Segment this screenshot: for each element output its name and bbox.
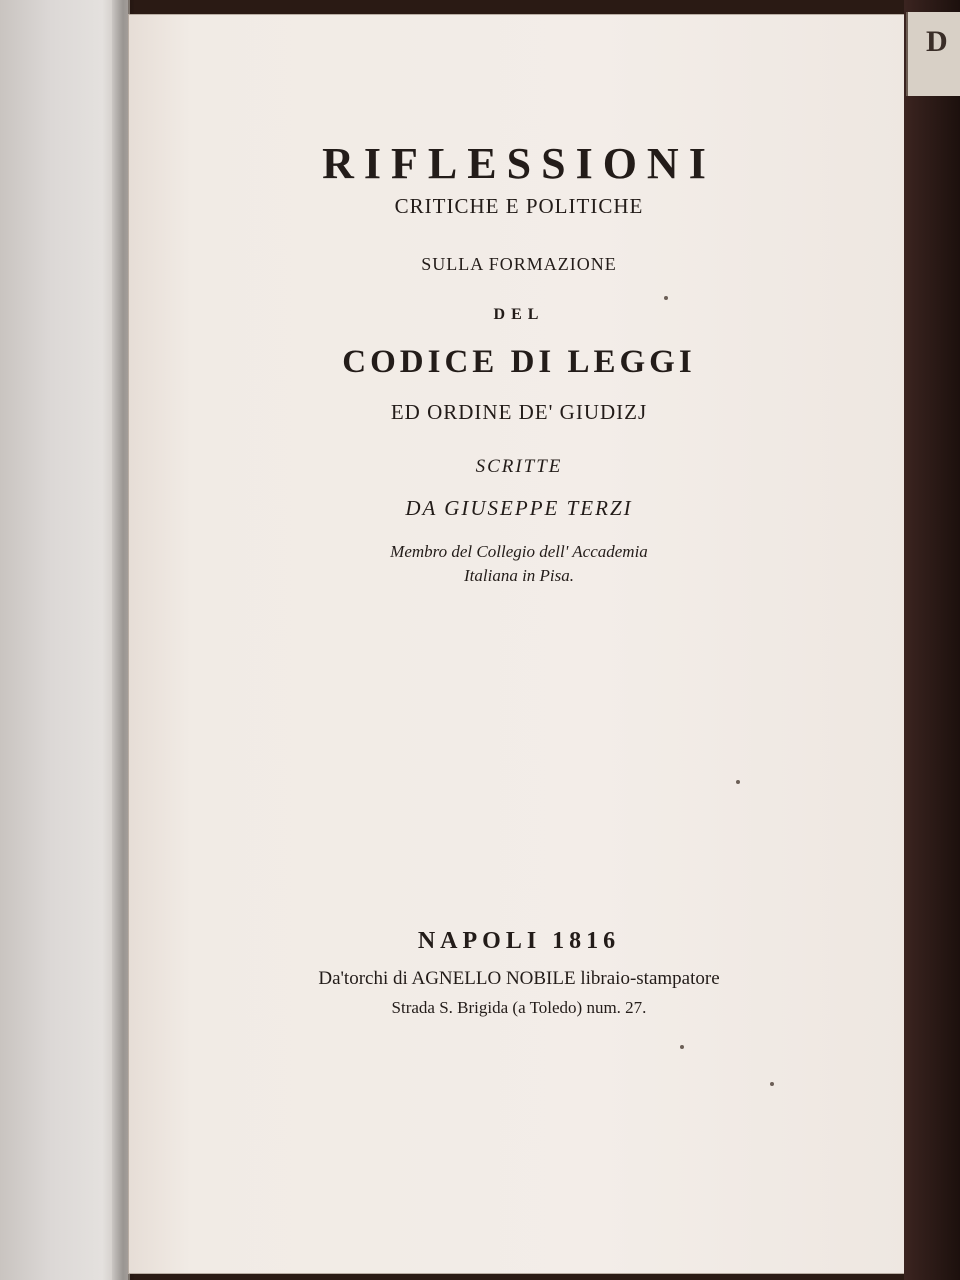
neighbor-book-spine: [904, 0, 960, 1280]
paper-speck: [680, 1045, 684, 1049]
conjunction-line: DEL: [493, 306, 545, 323]
author-affiliation: [128, 540, 910, 588]
paper-speck: [770, 1082, 774, 1086]
paper-speck: [664, 296, 668, 300]
book-subtitle: CRITICHE E POLITICHE: [394, 194, 644, 218]
affiliation-line-2: Italiana in Pisa.: [463, 566, 575, 585]
imprint-printer: Da'torchi di AGNELLO NOBILE libraio-stampatore: [318, 968, 720, 989]
code-line: CODICE DI LEGGI: [342, 344, 696, 380]
imprint-place-date: NAPOLI 1816: [417, 928, 621, 954]
written-line: SCRITTE: [475, 456, 563, 477]
imprint-address: Strada S. Brigida (a Toledo) num. 27.: [391, 998, 647, 1017]
paper-speck: [736, 780, 740, 784]
book-title: RIFLESSIONI: [322, 139, 716, 188]
left-page: [0, 0, 130, 1280]
author-line: DA GIUSEPPE TERZI: [405, 496, 633, 520]
corner-label: D: [906, 12, 960, 96]
order-line: ED ORDINE DE' GIUDIZJ: [390, 400, 648, 424]
formation-line: SULLA FORMAZIONE: [421, 254, 617, 274]
affiliation-line-1: Membro del Collegio dell' Accademia: [390, 542, 648, 561]
